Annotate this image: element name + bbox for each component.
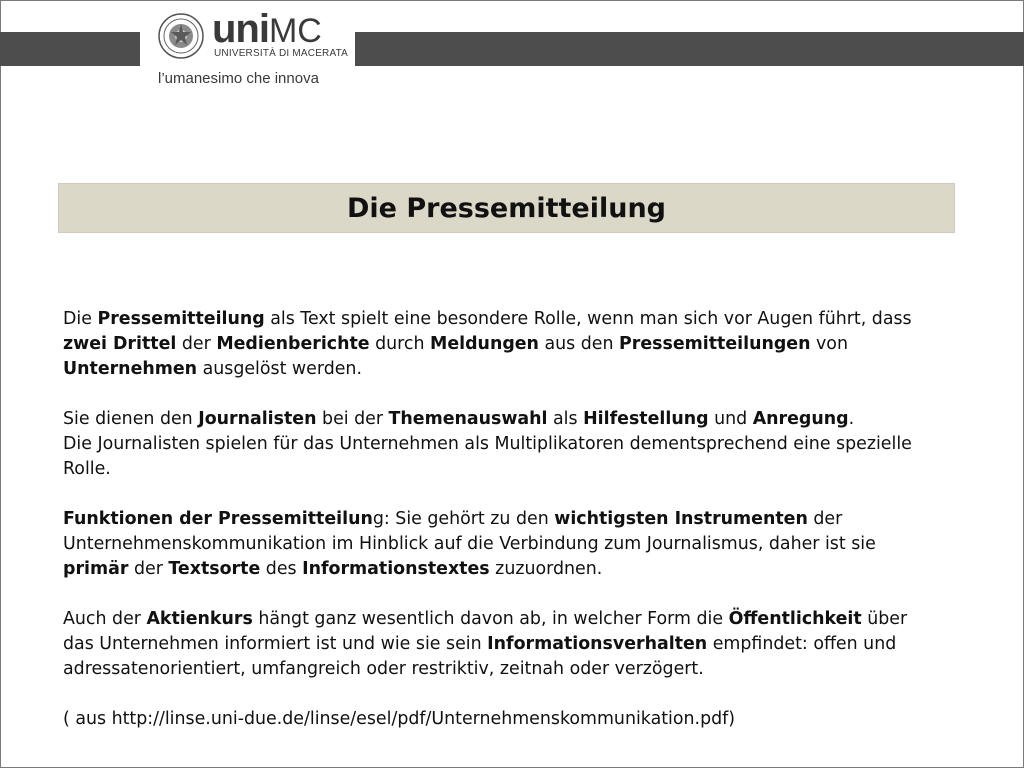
bold-term: Medienberichte <box>216 334 370 354</box>
text: ausgelöst werden. <box>197 359 362 379</box>
text: bei der <box>316 409 389 429</box>
title-band <box>58 183 955 233</box>
text: als <box>547 409 584 429</box>
bold-term: Informationsverhalten <box>487 634 708 654</box>
bold-term: Anregung <box>752 409 849 429</box>
text: von <box>810 334 848 354</box>
bold-term: Themenauswahl <box>388 409 548 429</box>
page-title: Die Pressemitteilung <box>346 192 667 224</box>
text: des <box>260 559 303 579</box>
bold-term: Textsorte <box>168 559 261 579</box>
bold-term: Informationstextes <box>302 559 490 579</box>
bold-term: Funktionen der Pressemitteilun <box>63 509 373 529</box>
text: hängt ganz wesentlich davon ab, in welcher Form die <box>252 609 729 629</box>
paragraph-2 <box>63 407 943 482</box>
university-logo <box>212 7 322 51</box>
paragraph-1 <box>63 307 943 382</box>
body-text <box>63 307 943 757</box>
tagline: l’umanesimo che innova <box>158 70 319 87</box>
text: der <box>128 559 169 579</box>
text: . <box>848 409 855 429</box>
bold-term: Öffentlichkeit <box>728 609 862 629</box>
text: empfindet: offen und adressatenorientiert, umfangreich oder restriktiv, zeitnah oder verzögert. <box>63 634 897 679</box>
logo-mc: MC <box>268 12 322 50</box>
logo-uni: uni <box>212 7 269 51</box>
bold-term: Unternehmen <box>63 359 198 379</box>
header-bar-left <box>0 32 140 66</box>
bold-term: Journalisten <box>198 409 317 429</box>
bold-term: Meldungen <box>430 334 539 354</box>
paragraph-3 <box>63 507 943 582</box>
bold-term: Aktienkurs <box>146 609 253 629</box>
header-bar-right <box>355 32 1024 66</box>
text: als Text spielt eine besondere Rolle, wenn man sich vor Augen führt, dass <box>264 309 912 329</box>
text: über das Unternehmen informiert ist und wie sie sein <box>63 609 908 654</box>
text: der Unternehmenskommunikation im Hinblick auf die Verbindung zum Journalismus, daher ist sie <box>63 509 876 554</box>
text: und <box>708 409 753 429</box>
paragraph-4 <box>63 607 943 682</box>
text: Auch der <box>63 609 147 629</box>
text: g: Sie gehört zu den <box>372 509 555 529</box>
text: aus den <box>538 334 620 354</box>
text: Sie dienen den <box>63 409 199 429</box>
source-note: ( aus http://linse.uni-due.de/linse/esel/pdf/Unternehmenskommunikation.pdf) <box>63 709 736 729</box>
text: durch <box>369 334 431 354</box>
text: der <box>176 334 217 354</box>
text: Die Journalisten spielen für das Unternehmen als Multiplikatoren dementsprechend eine spezielle Rolle. <box>63 434 912 479</box>
text: zuzuordnen. <box>489 559 603 579</box>
bold-term: Pressemitteilung <box>97 309 265 329</box>
university-seal-icon <box>158 13 204 59</box>
logo-subtitle: UNIVERSITÀ DI MACERATA <box>214 48 349 59</box>
bold-term: Pressemitteilungen <box>619 334 811 354</box>
bold-term: primär <box>63 559 129 579</box>
text: Die <box>63 309 98 329</box>
bold-term: wichtigsten Instrumenten <box>554 509 808 529</box>
bold-term: zwei Drittel <box>63 334 177 354</box>
bold-term: Hilfestellung <box>583 409 709 429</box>
